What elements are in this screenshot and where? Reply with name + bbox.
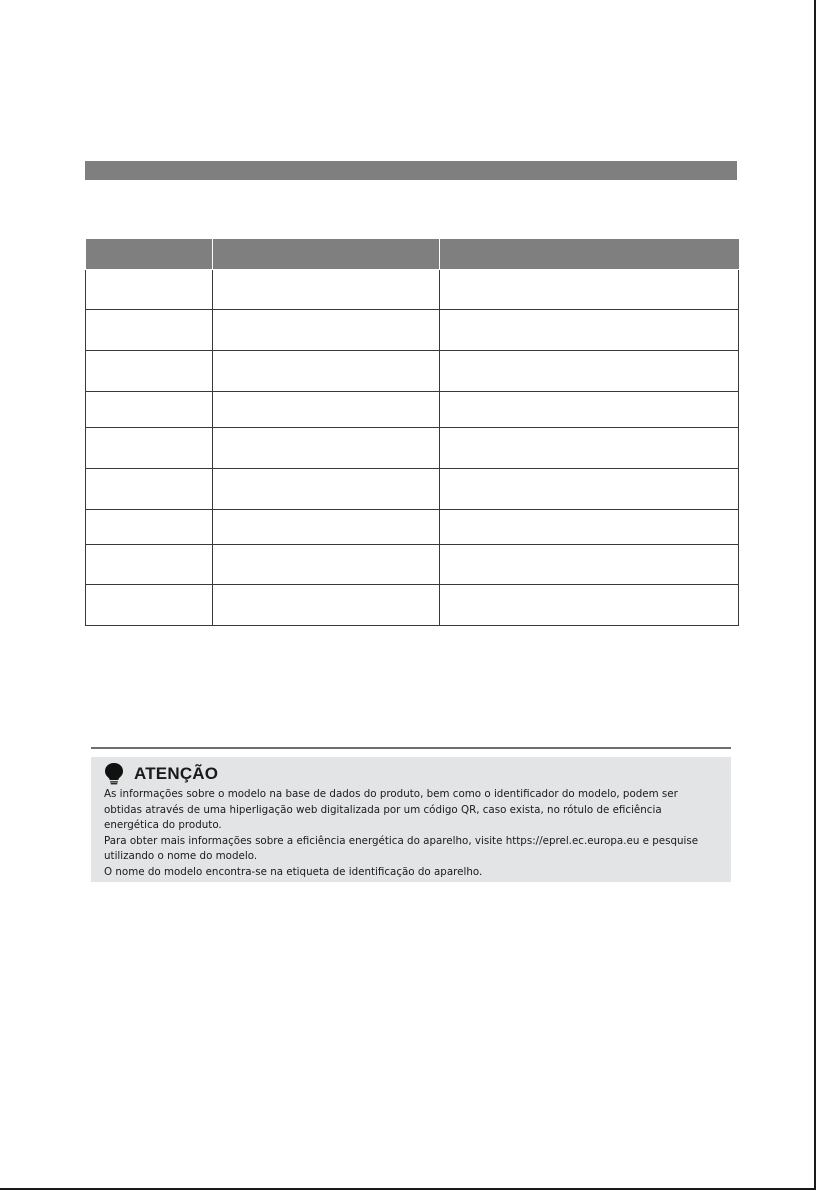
table-cell xyxy=(86,510,213,545)
table-cell xyxy=(213,270,440,310)
table-row xyxy=(86,351,739,392)
notice-line: utilizando o nome do modelo. xyxy=(104,850,258,863)
table-cell xyxy=(86,310,213,351)
table-cell xyxy=(440,545,739,585)
table-cell xyxy=(440,510,739,545)
table-cell xyxy=(213,392,440,428)
table-cell xyxy=(213,585,440,626)
table-cell xyxy=(86,428,213,469)
table-row xyxy=(86,270,739,310)
notice-header xyxy=(104,761,723,787)
table-cell xyxy=(213,469,440,510)
table-cell xyxy=(86,469,213,510)
table-cell xyxy=(440,310,739,351)
table-header-cell xyxy=(86,239,213,270)
table-cell xyxy=(440,585,739,626)
table-cell xyxy=(86,351,213,392)
table-row xyxy=(86,428,739,469)
lightbulb-icon xyxy=(104,762,124,786)
table-cell xyxy=(213,510,440,545)
table-cell xyxy=(86,392,213,428)
table-cell xyxy=(213,310,440,351)
table-row xyxy=(86,545,739,585)
table-cell xyxy=(440,392,739,428)
table-cell xyxy=(440,469,739,510)
notice-line: As informações sobre o modelo na base de dados do produto, bem como o identificador do modelo, podem ser xyxy=(104,788,678,800)
table-cell xyxy=(86,585,213,626)
section-header-bar xyxy=(85,161,737,180)
table-row xyxy=(86,469,739,510)
table-cell xyxy=(440,270,739,310)
table-header-cell xyxy=(440,239,739,270)
notice-line: Para obter mais informações sobre a eficiência energética do aparelho, visite https://eprel.ec.europa.eu e pesquise xyxy=(104,834,699,847)
notice-line: O nome do modelo encontra-se na etiqueta de identificação do aparelho. xyxy=(104,865,483,878)
table-row xyxy=(86,310,739,351)
table-cell xyxy=(213,545,440,585)
notice-divider xyxy=(91,747,731,749)
notice-line: obtidas através de uma hiperligação web digitalizada por um código QR, caso exista, no rótulo de eficiência xyxy=(104,803,662,816)
table-cell xyxy=(86,545,213,585)
table-cell xyxy=(213,351,440,392)
table-cell xyxy=(213,428,440,469)
notice-box xyxy=(91,757,731,882)
table-cell xyxy=(440,351,739,392)
table-cell xyxy=(440,428,739,469)
notice-line: energética do produto. xyxy=(104,819,222,832)
table-header-row xyxy=(86,239,739,270)
table-row xyxy=(86,510,739,545)
notice-text xyxy=(104,787,723,881)
table-cell xyxy=(86,270,213,310)
table-row xyxy=(86,585,739,626)
table-row xyxy=(86,392,739,428)
spec-table xyxy=(85,239,739,626)
table-header-cell xyxy=(213,239,440,270)
notice-title: ATENÇÃO xyxy=(134,764,219,783)
